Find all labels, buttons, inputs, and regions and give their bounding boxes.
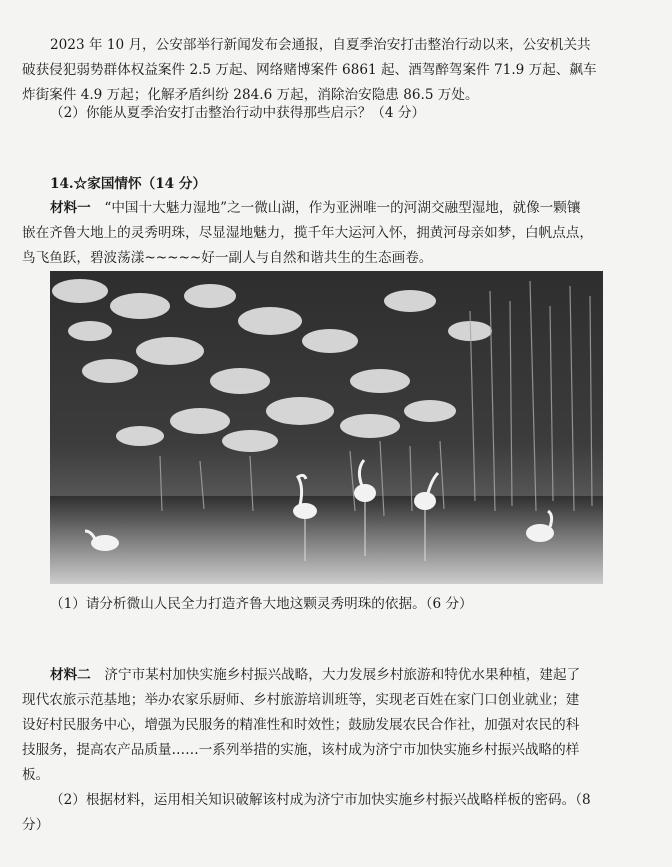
material-1-line-1 (22, 196, 650, 221)
material-1-text-1: “中国十大魅力湿地”之一微山湖，作为亚洲唯一的河湖交融型湿地，就像一颗镶 (104, 200, 581, 216)
material-2-paragraph (22, 663, 650, 788)
question-14-1: （1）请分析微山人民全力打造齐鲁大地这颗灵秀明珠的依据。（6 分） (50, 596, 473, 612)
material-2-label: 材料二 (50, 667, 91, 683)
question-13-2: （2）你能从夏季治安打击整治行动中获得那些启示？（4 分） (50, 105, 426, 121)
news-line-1: 2023 年 10 月，公安部举行新闻发布会通报，自夏季治安打击整治行动以来，公安机关共 (50, 37, 591, 53)
question-14-2-line-1: （2）根据材料，运用相关知识破解该村成为济宁市加快实施乡村振兴战略样板的密码。（8 (50, 792, 591, 808)
news-line-2: 破获侵犯弱势群体权益案件 2.5 万起、网络赌博案件 6861 起、酒驾醉驾案件 71.9 万起、飙车 (22, 62, 597, 78)
wetland-egrets-photo (50, 271, 603, 584)
material-2-line-2: 现代农旅示范基地；举办农家乐厨师、乡村旅游培训班等，实现老百姓在家门口创业就业；建 (22, 692, 580, 708)
material-2-line-5: 板。 (22, 767, 50, 783)
material-1-line-3: 鸟飞鱼跃，碧波荡漾~~~~~好一副人与自然和谐共生的生态画卷。 (22, 250, 433, 266)
material-2-text-1: 济宁市某村加快实施乡村振兴战略，大力发展乡村旅游和特优水果种植，建起了 (104, 667, 581, 683)
section-14-title: 14.☆家国情怀（14 分） (50, 176, 207, 192)
material-1-paragraph (22, 196, 650, 271)
material-1-line-2: 嵌在齐鲁大地上的灵秀明珠，尽显湿地魅力，揽千年大运河入怀，拥黄河母亲如梦，白帆点点， (22, 225, 593, 241)
material-2-line-3: 设好村民服务中心，增强为民服务的精准性和时效性；鼓励发展农民合作社，加强对农民的科 (22, 717, 580, 733)
news-paragraph (22, 33, 650, 108)
question-14-2 (22, 788, 650, 838)
material-1-label: 材料一 (50, 200, 91, 216)
news-line-3: 炸街案件 4.9 万起；化解矛盾纠纷 284.6 万起，消除治安隐患 86.5 万处。 (22, 87, 479, 103)
material-2-line-4: 技服务，提高农产品质量……一系列举措的实施，该村成为济宁市加快实施乡村振兴战略的样 (22, 742, 580, 758)
material-2-line-1 (22, 663, 650, 688)
question-14-2-line-2: 分） (22, 817, 50, 833)
